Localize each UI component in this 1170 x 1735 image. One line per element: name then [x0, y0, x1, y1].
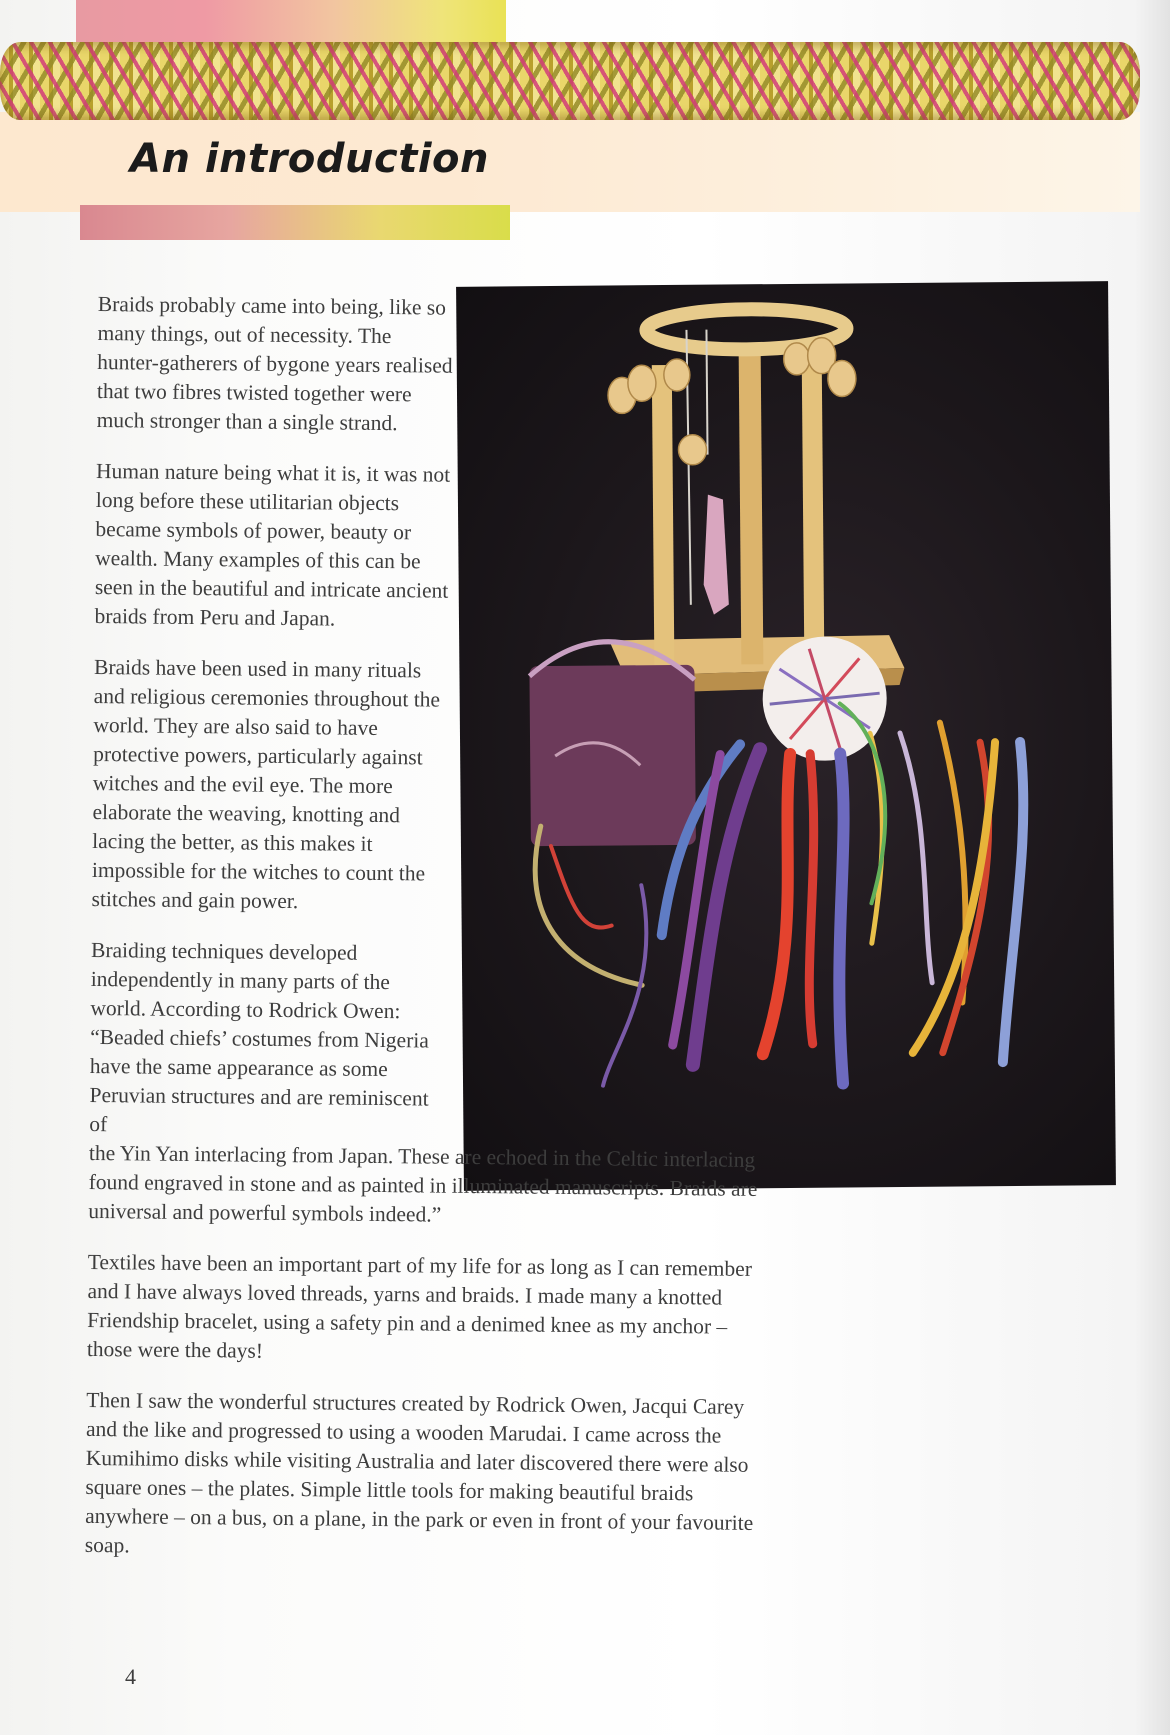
braid-border: [0, 42, 1140, 120]
paragraph-4-end: the Yin Yan interlacing from Japan. These are echoed in the Celtic interlacing found engraved in stone and as painted in illuminated manuscripts. Braids are universal and powerful symbols indeed.”: [88, 1140, 758, 1227]
paragraph-2: Human nature being what it is, it was not long before these utilitarian objects became symbols of power, beauty or wealth. Many examples of this can be seen in the beautiful and intricate ancient braids from Peru and Japan.: [94, 458, 451, 631]
body-text: [84, 290, 787, 1589]
stand-leg-right: [802, 364, 825, 659]
paragraph-4-start: Braiding techniques developed independently in many parts of the world. According to Rodrick Owen: “Beaded chiefs’ costumes from Nigeria have the same appearance as some Peruvian structures and are reminiscent of: [89, 937, 429, 1137]
paragraph-1: Braids probably came into being, like so many things, out of necessity. The hunter-gatherers of bygone years realised that two fibres twisted together were much stronger than a single strand.: [96, 291, 453, 436]
bottom-color-swatch: [80, 205, 510, 240]
paragraph-6: Then I saw the wonderful structures created by Rodrick Owen, Jacqui Carey and the like and progressed to using a wooden Marudai. I came across the Kumihimo disks while visiting Australia and later discovered there were also square ones – the plates. Simple little tools for making beautiful braids anywhere – on a bus, on a plane, in the park or even in front of your favourite soap.: [84, 1387, 754, 1558]
paragraph-5: Textiles have been an important part of my life for as long as I can remember and I have always loved threads, yarns and braids. I made many a knotted Friendship bracelet, using a safety pin and a denimed knee as my anchor – those were the days!: [86, 1249, 753, 1363]
page-number: 4: [125, 1664, 136, 1689]
paragraph-3: Braids have been used in many rituals and religious ceremonies throughout the world. They are also said to have protective powers, particularly against witches and the evil eye. The more elaborate the weaving, knotting and lacing the better, as this makes it impossible for the witches to count the stitches and gain power.: [91, 654, 441, 914]
page-title: An introduction: [130, 136, 489, 182]
paragraph-4: [88, 936, 781, 1233]
